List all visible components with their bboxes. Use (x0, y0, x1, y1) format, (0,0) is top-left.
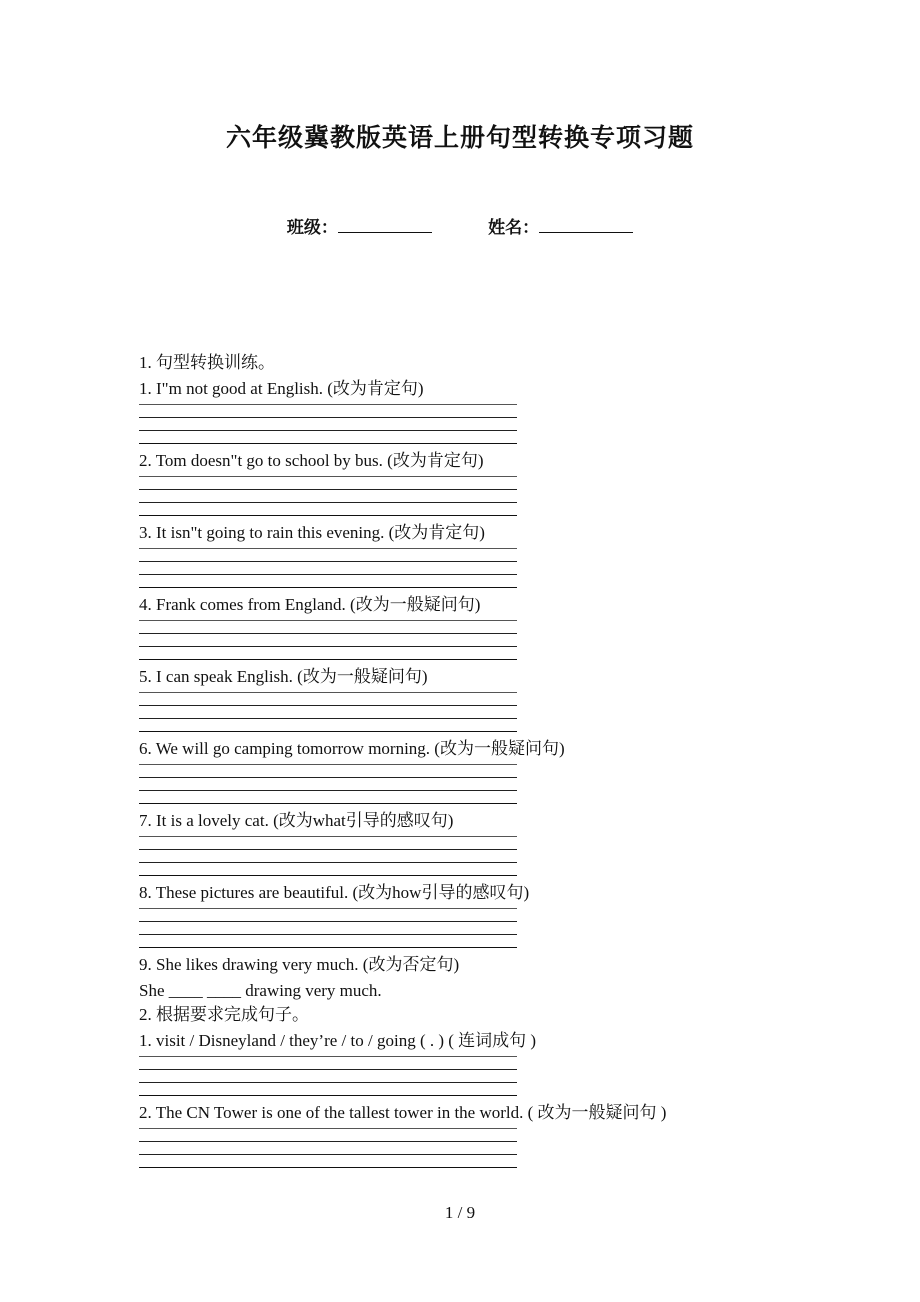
answer-lines (139, 762, 517, 808)
section-1-heading: 1. 句型转换训练。 (139, 353, 275, 372)
class-label: 班级： (286, 218, 338, 237)
name-label: 姓名： (488, 218, 540, 237)
question-1-9-fill: She ____ ____ drawing very much. (139, 981, 382, 1000)
answer-lines (139, 1126, 517, 1172)
question-1-4: 4. Frank comes from England. (改为一般疑问句) (139, 595, 481, 614)
class-field (287, 213, 432, 238)
student-info-row (0, 213, 920, 238)
question-1-2: 2. Tom doesn"t go to school by bus. (改为肯定句) (139, 451, 484, 470)
question-1-7: 7. It is a lovely cat. (改为what引导的感叹句) (139, 811, 454, 830)
question-2-1: 1. visit / Disneyland / they’re / to / going ( . ) ( 连词成句 ) (139, 1031, 537, 1050)
question-2-2: 2. The CN Tower is one of the tallest tower in the world. ( 改为一般疑问句 ) (139, 1103, 667, 1122)
answer-lines (139, 690, 517, 736)
page-number: 1 / 9 (444, 1203, 476, 1222)
class-blank (338, 218, 432, 233)
answer-lines (139, 1054, 517, 1100)
question-1-1: 1. I"m not good at English. (改为肯定句) (139, 379, 424, 398)
question-1-5: 5. I can speak English. (改为一般疑问句) (139, 667, 428, 686)
name-field (488, 213, 633, 238)
answer-lines (139, 474, 517, 520)
question-1-6: 6. We will go camping tomorrow morning. (改为一般疑问句) (139, 739, 565, 758)
exercise-content (139, 350, 839, 1172)
name-blank (539, 218, 633, 233)
answer-lines (139, 618, 517, 664)
question-1-3: 3. It isn"t going to rain this evening. (改为肯定句) (139, 523, 485, 542)
answer-lines (139, 834, 517, 880)
document-title: 六年级冀教版英语上册句型转换专项习题 (225, 125, 694, 152)
answer-lines (139, 546, 517, 592)
answer-lines (139, 402, 517, 448)
answer-lines (139, 906, 517, 952)
question-1-8: 8. These pictures are beautiful. (改为how引导的感叹句) (139, 883, 530, 902)
question-1-9: 9. She likes drawing very much. (改为否定句) (139, 955, 460, 974)
section-2-heading: 2. 根据要求完成句子。 (139, 1005, 309, 1024)
